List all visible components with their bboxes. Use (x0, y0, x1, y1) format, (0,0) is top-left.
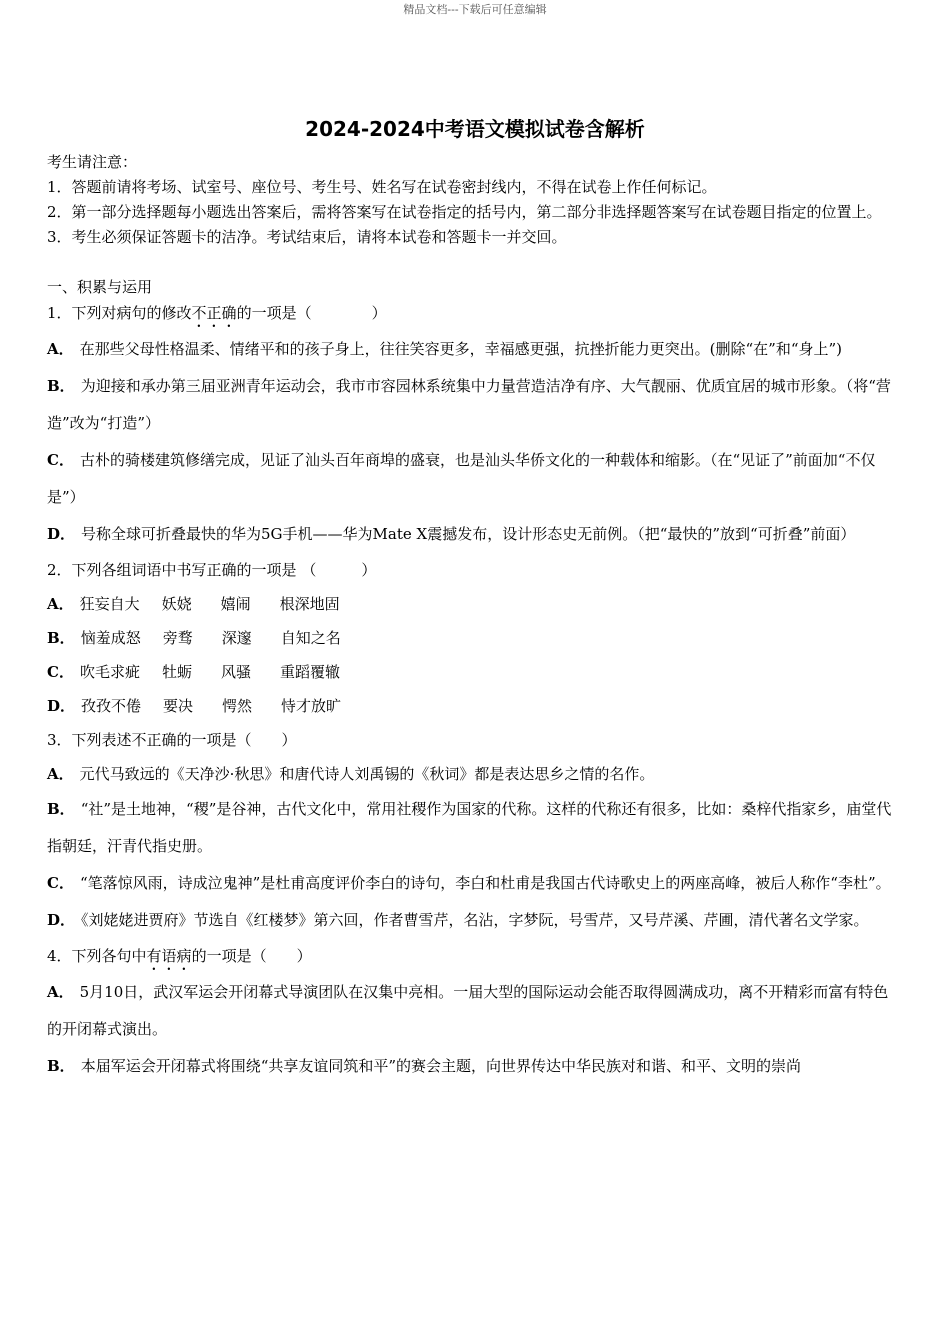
q2-option-c: C． 吹毛求疵 牡蛎 风骚 重蹈覆辙 (47, 663, 340, 681)
q1-option-b: B． 为迎接和承办第三届亚洲青年运动会，我市市容园林系统集中力量营造洁净有序、大气靓丽、优质宜居的城市形象。（将“营造”改为“打造”） (47, 377, 891, 432)
emphasis-text: 有语病 (146, 947, 192, 965)
notice-item: 1．答题前请将考场、试室号、座位号、考生号、姓名写在试卷密封线内，不得在试卷上作任何标记。 (47, 178, 717, 196)
page-header: 精品文档---下载后可任意编辑 (403, 3, 547, 16)
emphasis-text: 不正确 (191, 304, 237, 322)
question-3-stem: 3．下列表述不正确的一项是（ ） (47, 731, 297, 749)
q4-option-a: A． 5月10日，武汉军运会开闭幕式导演团队在汉集中亮相。一届大型的国际运动会能否取得圆满成功，离不开精彩而富有特色的开闭幕式演出。 (47, 983, 889, 1038)
notice-block (47, 150, 899, 250)
q4-option-b: B． 本届军运会开闭幕式将围绕“共享友谊同筑和平”的赛会主题，向世界传达中华民族对和谐、和平、文明的崇尚 (47, 1057, 802, 1075)
notice-heading: 考生请注意： (47, 153, 138, 171)
q2-option-b: B． 恼羞成怒 旁骛 深邃 自知之名 (47, 629, 341, 647)
notice-item: 3．考生必须保证答题卡的洁净。考试结束后，请将本试卷和答题卡一并交回。 (47, 228, 567, 246)
q2-option-a: A． 狂妄自大 妖娆 嬉闹 根深地固 (47, 595, 340, 613)
q2-option-d: D． 孜孜不倦 要决 愕然 恃才放旷 (47, 697, 342, 715)
doc-title: 2024-2024中考语文模拟试卷含解析 (305, 117, 645, 141)
q3-option-a: A． 元代马致远的《天净沙·秋思》和唐代诗人刘禹锡的《秋词》都是表达思乡之情的名作。 (47, 765, 655, 783)
q1-option-c: C． 古朴的骑楼建筑修缮完成，见证了汕头百年商埠的盛衰，也是汕头华侨文化的一种载体和缩影。（在“见证了”前面加“不仅是”） (47, 451, 876, 506)
q1-option-d: D． 号称全球可折叠最快的华为5G手机——华为Mate X震撼发布，设计形态史无前例。（把“最快的”放到“可折叠”前面） (47, 525, 856, 543)
section-heading: 一、积累与运用 (47, 278, 153, 296)
q1-option-a: A． 在那些父母性格温柔、情绪平和的孩子身上，往往笑容更多，幸福感更强，抗挫折能力更突出。(删除“在”和“身上”) (47, 340, 843, 358)
q3-option-c: C． “笔落惊风雨，诗成泣鬼神”是杜甫高度评价李白的诗句，李白和杜甫是我国古代诗歌史上的两座高峰，被后人称作“李杜”。 (47, 874, 891, 892)
question-2-stem: 2．下列各组词语中书写正确的一项是 （ ） (47, 561, 377, 579)
q3-option-b: B． “社”是土地神，“稷”是谷神，古代文化中，常用社稷作为国家的代称。这样的代称还有很多，比如：桑梓代指家乡，庙堂代指朝廷，汗青代指史册。 (47, 800, 892, 855)
question-1-stem: 1．下列对病句的修改不正确的一项是（ ） (47, 304, 387, 322)
doc-body (47, 150, 899, 1085)
notice-item: 2．第一部分选择题每小题选出答案后，需将答案写在试卷指定的括号内，第二部分非选择题答案写在试卷题目指定的位置上。 (47, 203, 882, 221)
question-4-stem: 4．下列各句中有语病的一项是（ ） (47, 947, 312, 965)
q3-option-d: D． 《刘姥姥进贾府》节选自《红楼梦》第六回，作者曹雪芹，名沾，字梦阮，号雪芹，又号芹溪、芹圃，清代著名文学家。 (47, 911, 869, 929)
